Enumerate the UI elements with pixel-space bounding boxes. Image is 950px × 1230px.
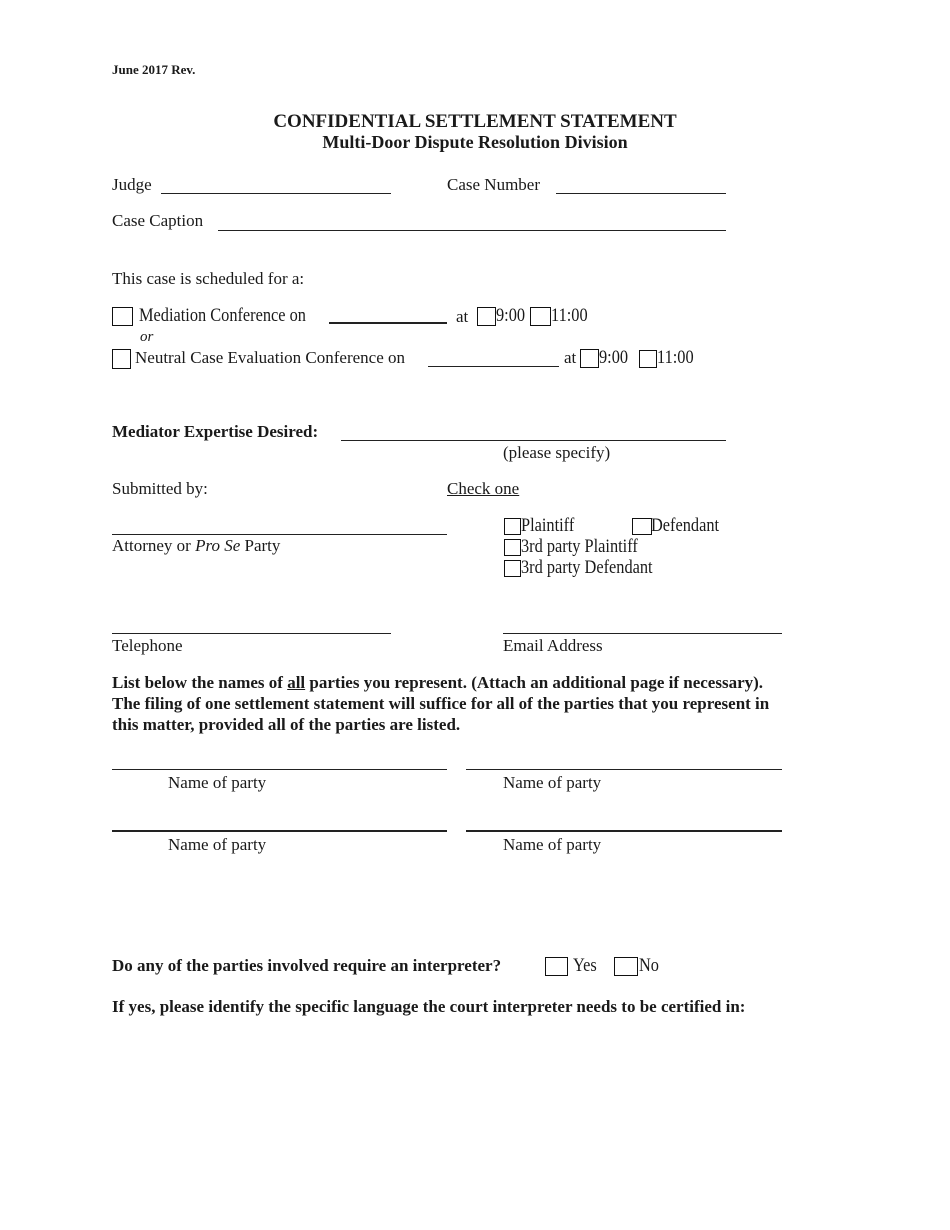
parties-instruction-line1: List below the names of all parties you represent. (Attach an additional page if necessary). <box>112 673 764 692</box>
party-name-label-4: Name of party <box>503 835 602 854</box>
case-number-field[interactable] <box>556 193 726 194</box>
party-name-label-3: Name of party <box>168 835 267 854</box>
judge-field[interactable] <box>161 193 391 194</box>
form-subtitle: Multi-Door Dispute Resolution Division <box>322 132 628 152</box>
interpreter-yes-checkbox[interactable] <box>545 957 568 976</box>
case-caption-field[interactable] <box>218 230 726 231</box>
neutral-1100-checkbox[interactable] <box>639 350 657 368</box>
mediation-at-label: at <box>456 307 469 326</box>
schedule-intro: This case is scheduled for a: <box>112 269 305 288</box>
neutral-900-checkbox[interactable] <box>580 349 599 368</box>
neutral-1100-label: 11:00 <box>657 347 694 368</box>
party-name-label-1: Name of party <box>168 773 267 792</box>
case-number-label: Case Number <box>447 175 541 194</box>
party-name-field-4[interactable] <box>466 830 782 832</box>
neutral-date-field[interactable] <box>428 366 559 367</box>
neutral-checkbox[interactable] <box>112 349 131 369</box>
party-name-label-2: Name of party <box>503 773 602 792</box>
mediation-date-field[interactable] <box>329 322 447 324</box>
interpreter-yes-label: Yes <box>573 955 597 976</box>
interpreter-language-prompt: If yes, please identify the specific language the court interpreter needs to be certified in: <box>112 997 746 1016</box>
third-party-defendant-checkbox[interactable] <box>504 560 521 577</box>
email-field[interactable] <box>503 633 782 634</box>
telephone-field[interactable] <box>112 633 391 634</box>
check-one-label: Check one <box>447 479 520 498</box>
plaintiff-label: Plaintiff <box>521 515 575 536</box>
expertise-hint: (please specify) <box>503 443 611 462</box>
mediation-900-label: 9:00 <box>496 305 526 326</box>
telephone-label: Telephone <box>112 636 183 655</box>
neutral-900-label: 9:00 <box>599 347 629 368</box>
neutral-label: Neutral Case Evaluation Conference on <box>135 348 406 367</box>
attorney-label: Attorney or Pro Se Party <box>112 536 281 555</box>
neutral-at-label: at <box>564 348 577 367</box>
party-name-field-2[interactable] <box>466 769 782 770</box>
attorney-signature-field[interactable] <box>112 534 447 535</box>
parties-instruction-line2: The filing of one settlement statement will suffice for all of the parties that you represent in <box>112 694 770 713</box>
third-party-plaintiff-checkbox[interactable] <box>504 539 521 556</box>
defendant-label: Defendant <box>651 515 720 536</box>
revision-label: June 2017 Rev. <box>112 62 196 77</box>
or-label: or <box>140 329 154 345</box>
mediation-label: Mediation Conference on <box>139 305 306 326</box>
plaintiff-checkbox[interactable] <box>504 518 521 535</box>
submitted-by-label: Submitted by: <box>112 479 208 498</box>
mediation-1100-label: 11:00 <box>551 305 588 326</box>
judge-label: Judge <box>112 175 152 194</box>
third-party-defendant-label: 3rd party Defendant <box>521 557 653 578</box>
case-caption-label: Case Caption <box>112 211 204 230</box>
parties-instruction-line3: this matter, provided all of the parties are listed. <box>112 715 461 734</box>
mediation-1100-checkbox[interactable] <box>530 307 551 326</box>
email-label: Email Address <box>503 636 603 655</box>
third-party-plaintiff-label: 3rd party Plaintiff <box>521 536 638 557</box>
interpreter-question: Do any of the parties involved require an interpreter? <box>112 956 502 975</box>
form-title: CONFIDENTIAL SETTLEMENT STATEMENT <box>273 111 677 132</box>
defendant-checkbox[interactable] <box>632 518 652 535</box>
interpreter-no-label: No <box>639 955 659 976</box>
party-name-field-1[interactable] <box>112 769 447 770</box>
party-name-field-3[interactable] <box>112 830 447 832</box>
mediation-900-checkbox[interactable] <box>477 307 496 326</box>
expertise-field[interactable] <box>341 440 726 441</box>
interpreter-no-checkbox[interactable] <box>614 957 638 976</box>
mediation-checkbox[interactable] <box>112 307 133 326</box>
expertise-label: Mediator Expertise Desired: <box>112 422 319 441</box>
